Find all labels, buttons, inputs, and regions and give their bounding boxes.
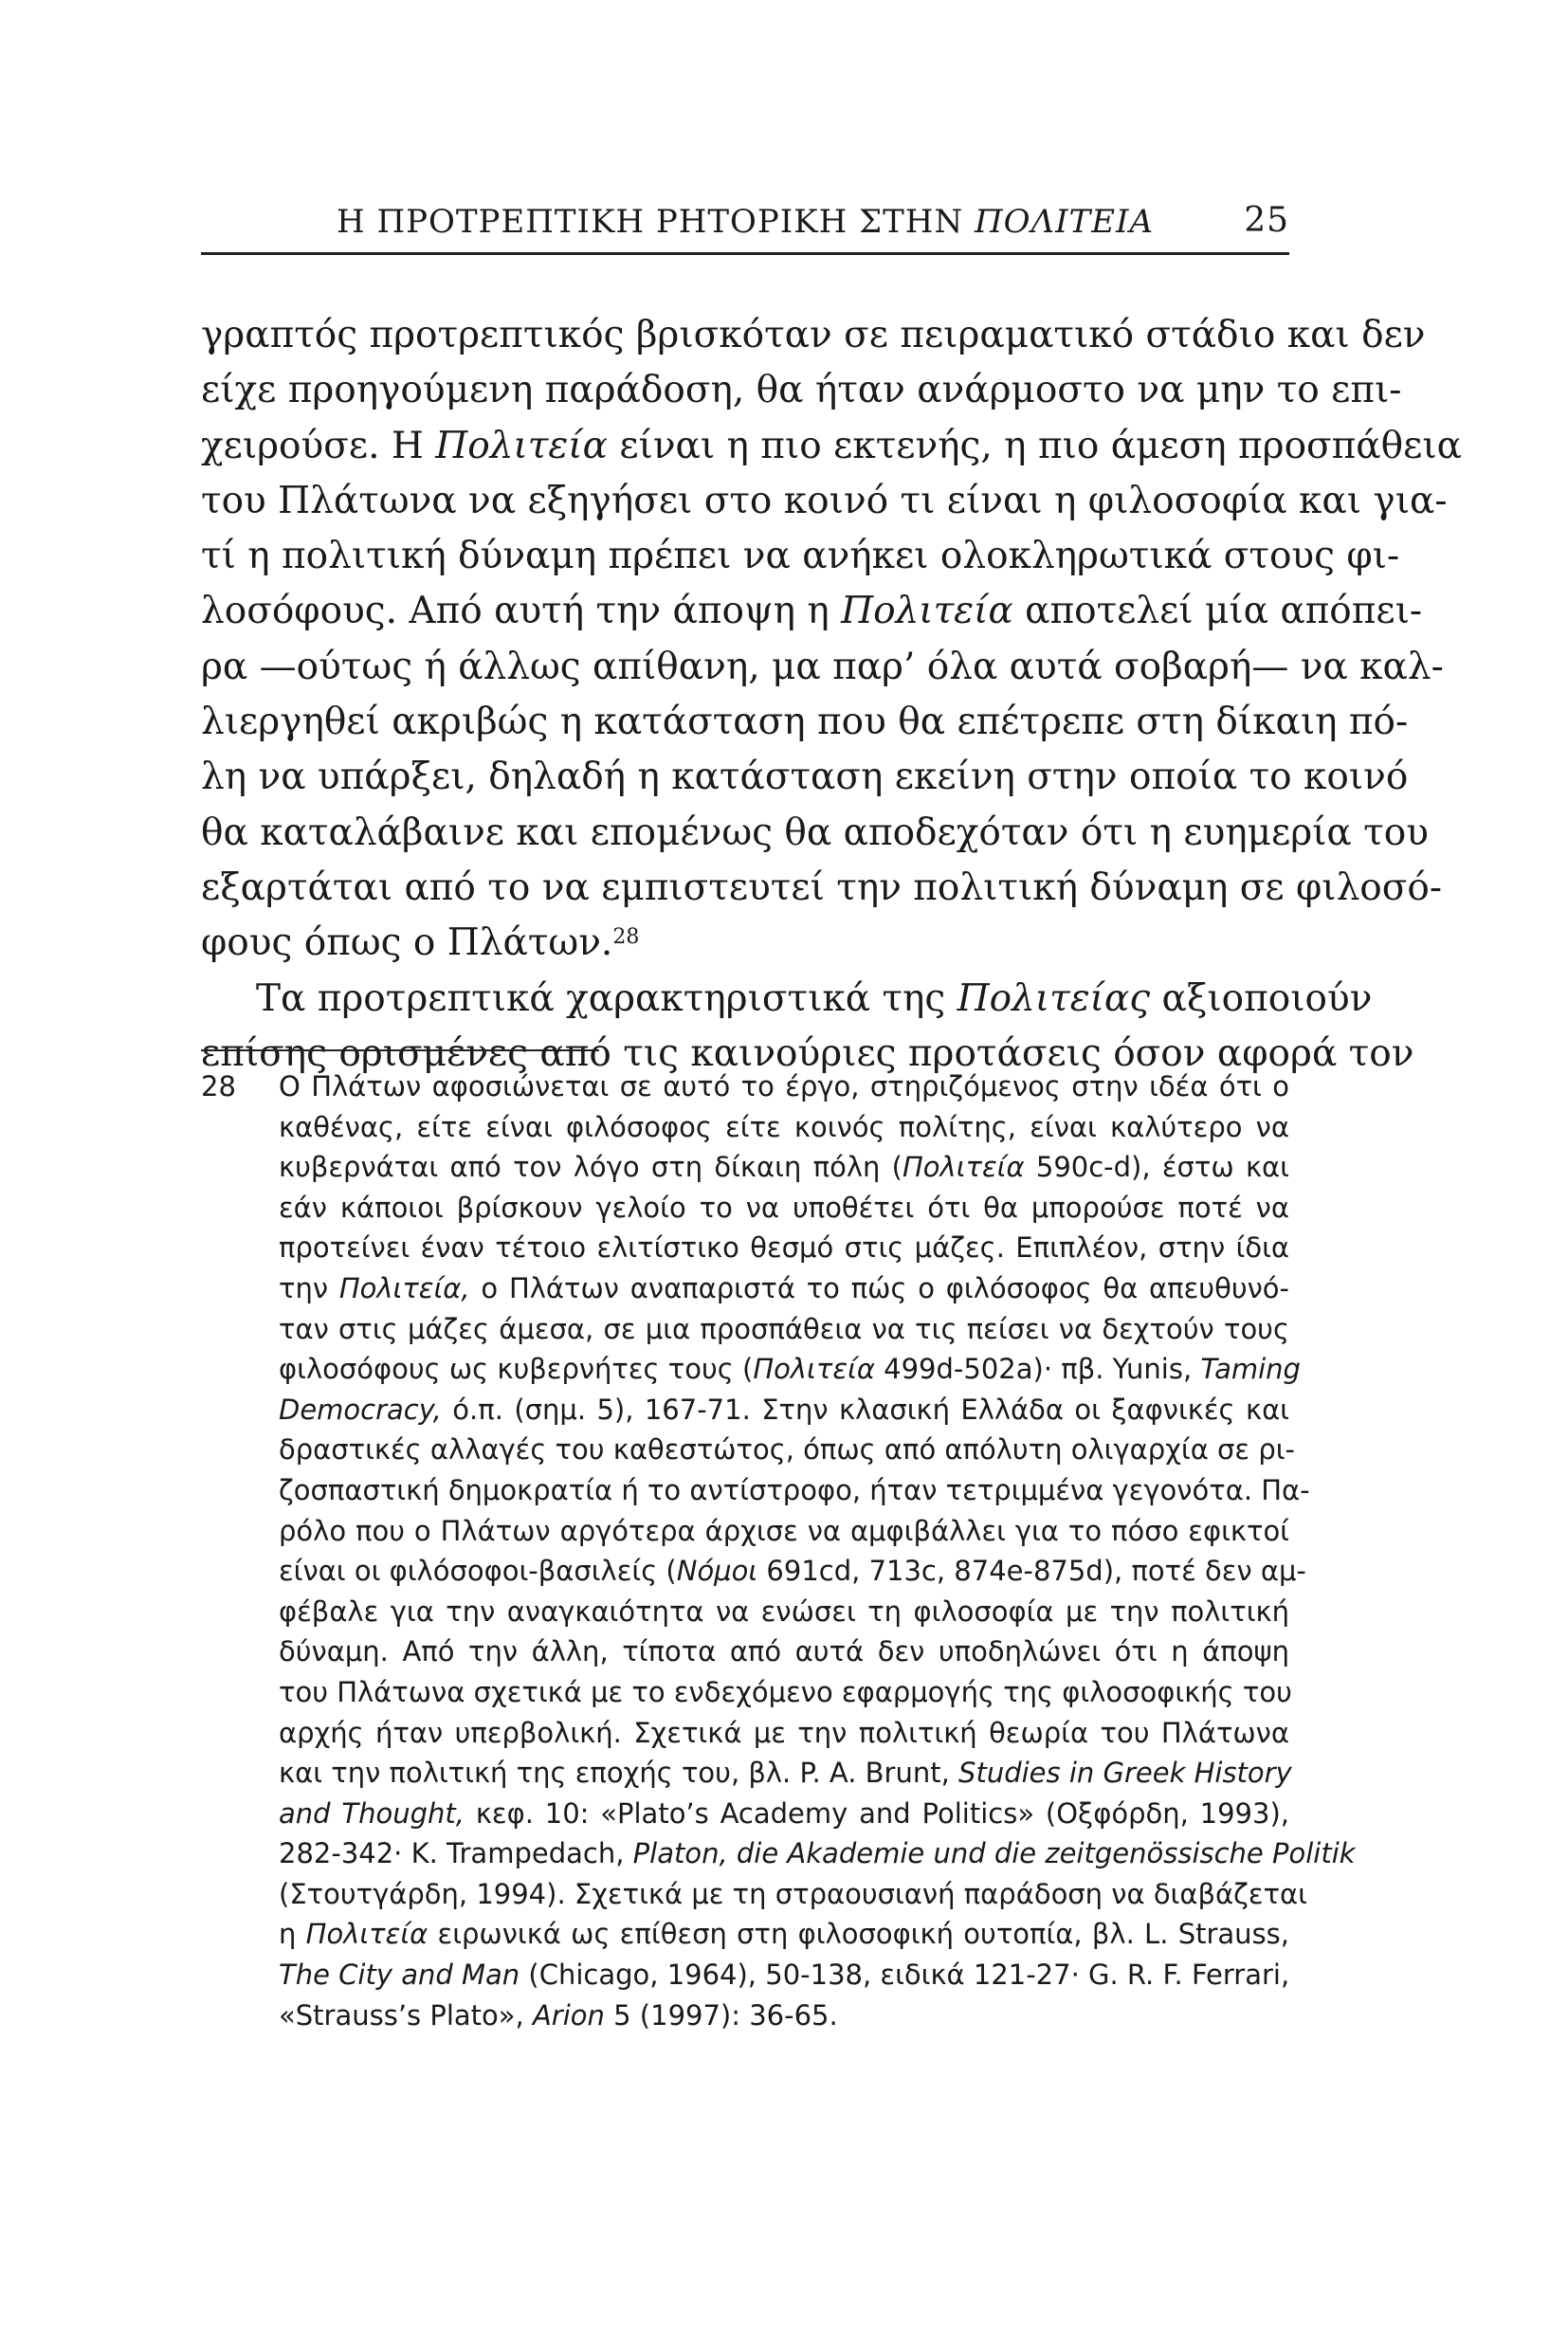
footnote-text <box>279 1066 1356 2035</box>
text-segment: χειρούσε. Η <box>201 424 436 467</box>
italic-title: Platon, die Akademie und die zeitgenössische Politik <box>632 1837 1356 1870</box>
text-line: δύναμη. Από την άλλη, τίποτα από αυτά δεν υποδηλώνει ότι η άποψη <box>279 1635 1289 1668</box>
text-line: λη να υπάρξει, δηλαδή η κατάσταση εκείνη στην οποία το κοινό <box>201 756 1409 799</box>
italic-title: Πολιτεία <box>902 1151 1025 1184</box>
text-line: ταν στις μάζες άμεσα, σε μια προσπάθεια να τις πείσει να δεχτούν τους <box>279 1312 1289 1345</box>
text-line: λιεργηθεί ακριβώς η κατάσταση που θα επέτρεπε στη δίκαιη πό- <box>201 701 1409 744</box>
italic-title: Democracy, <box>279 1393 442 1426</box>
text-line: αρχής ήταν υπερβολική. Σχετικά με την πολιτική θεωρία του Πλάτωνα <box>279 1716 1289 1749</box>
italic-title: Πολιτεία <box>305 1918 428 1951</box>
text-line <box>279 1833 1356 1874</box>
text-line: δραστικές αλλαγές του καθεστώτος, όπως από απόλυτη ολιγαρχία σε ρι- <box>279 1433 1296 1467</box>
text-segment: και την πολιτική της εποχής του, βλ. P. A. Brunt, <box>279 1757 959 1790</box>
italic-title: Πολιτεία <box>841 590 1013 633</box>
text-line: ρα —ούτως ή άλλως απίθανη, μα παρ’ όλα αυτά σοβαρή— να καλ- <box>201 645 1444 688</box>
text-segment: 691cd, 713c, 874e-875d), ποτέ δεν αμ- <box>757 1555 1306 1588</box>
text-line: τί η πολιτική δύναμη πρέπει να ανήκει ολοκληρωτικά στους φι- <box>201 535 1400 578</box>
text-line: ρόλο που ο Πλάτων αργότερα άρχισε να αμφιβάλλει για το πόσο εφικτοί <box>279 1514 1289 1547</box>
text-segment: 499d-502a)· πβ. Yunis, <box>874 1353 1201 1386</box>
italic-title: Πολιτεία <box>753 1353 875 1386</box>
footnote-rule <box>201 1049 599 1051</box>
page-number: 25 <box>1244 201 1289 240</box>
italic-title: The City and Man <box>279 1959 520 1992</box>
text-segment: είναι η πιο εκτενής, η πιο άμεση προσπάθεια <box>607 424 1462 467</box>
text-line: είχε προηγούμενη παράδοση, θα ήταν ανάρμοστο να μην το επι- <box>201 369 1402 412</box>
text-segment: 590c-d), έστω και <box>1024 1151 1289 1184</box>
text-segment: Τα προτρεπτικά χαρακτηριστικά της <box>256 976 957 1020</box>
text-line <box>279 1794 1289 1834</box>
footnote-reference[interactable]: 28 <box>612 925 640 950</box>
text-line: εξαρτάται από το να εμπιστευτεί την πολιτική δύναμη σε φιλοσό- <box>201 866 1443 909</box>
running-header <box>201 199 1289 255</box>
running-head-title: Η ΠΡΟΤΡΕΠΤΙΚΗ ΡΗΤΟΡΙΚΗ ΣΤΗΝ ΠΟΛΙΤΕΙΑ <box>336 203 1155 241</box>
text-line <box>201 972 1373 1027</box>
text-segment: 5 (1997): 36-65. <box>604 1998 838 2032</box>
text-line: φους όπως ο Πλάτων.$^{28}$ <box>201 921 640 965</box>
text-line <box>279 1268 1289 1309</box>
text-segment: λοσόφους. Από αυτή την άποψη η <box>201 590 842 633</box>
text-line <box>279 1914 1289 1955</box>
main-text <box>201 308 1462 1082</box>
text-line: καθένας, είτε είναι φιλόσοφος είτε κοινός πολίτης, είναι καλύτερο να <box>279 1110 1289 1143</box>
text-segment: (Chicago, 1964), 50-138, ειδικά 121-27· G. R. F. Ferrari, <box>520 1959 1290 1992</box>
text-line <box>279 1147 1289 1188</box>
text-segment: η <box>279 1918 306 1951</box>
text-segment: ειρωνικά ως επίθεση στη φιλοσοφική ουτοπία, βλ. L. Strauss, <box>428 1918 1289 1951</box>
text-line: του Πλάτωνα σχετικά με το ενδεχόμενο εφαρμογής της φιλοσοφικής του <box>279 1675 1292 1708</box>
text-line: (Στουτγάρδη, 1994). Σχετικά με τη στραουσιανή παράδοση να διαβάζεται <box>279 1877 1307 1910</box>
text-segment: ο Πλάτων αναπαριστά το πώς ο φιλόσοφος θα απευθυνό- <box>469 1271 1290 1304</box>
italic-title: Πολιτεία, <box>338 1271 470 1304</box>
text-line <box>279 1551 1306 1592</box>
text-line: θα καταλάβαινε και επομένως θα αποδεχόταν ότι η ευημερία του <box>201 811 1429 854</box>
text-line <box>279 1390 1289 1431</box>
text-segment: αποτελεί μία απόπει- <box>1012 590 1423 633</box>
text-segment: κυβερνάται από τον λόγο στη δίκαιη πόλη ( <box>279 1151 903 1184</box>
text-segment: 282-342· K. Trampedach, <box>279 1837 633 1870</box>
italic-title: Taming <box>1200 1353 1301 1386</box>
text-line <box>279 1753 1292 1794</box>
text-line <box>279 1996 1289 2036</box>
text-line <box>279 1349 1301 1390</box>
text-segment: αξιοποιούν <box>1150 976 1373 1020</box>
italic-title: and Thought, <box>279 1796 465 1830</box>
italic-title: Arion <box>532 1998 605 2032</box>
text-line: Ο Πλάτων αφοσιώνεται σε αυτό το έργο, στηριζόμενος στην ιδέα ότι ο <box>279 1070 1289 1103</box>
text-line: προτείνει έναν τέτοιο ελιτίστικο θεσμό στις μάζες. Επιπλέον, στην ίδια <box>279 1231 1289 1265</box>
text-line <box>201 419 1462 474</box>
italic-title: Πολιτεία <box>435 424 608 467</box>
footnote-number: 28 <box>201 1070 236 1103</box>
text-line: του Πλάτωνα να εξηγήσει στο κοινό τι είναι η φιλοσοφία και για- <box>201 479 1448 522</box>
italic-title: Πολιτείας <box>957 976 1151 1020</box>
text-line: επίσης ορισμένες από τις καινούριες προτάσεις όσον αφορά τον <box>201 1031 1414 1075</box>
text-line: ζοσπαστική δημοκρατία ή το αντίστροφο, ήταν τετριμμένα γεγονότα. Πα- <box>279 1473 1310 1506</box>
text-segment: «Strauss’s Plato», <box>279 1998 533 2032</box>
text-line <box>279 1955 1289 1996</box>
text-line: φέβαλε για την αναγκαιότητα να ενώσει τη φιλοσοφία με την πολιτική <box>279 1595 1289 1628</box>
text-line: εάν κάποιοι βρίσκουν γελοίο το να υποθέτει ότι θα μπορούσε ποτέ να <box>279 1191 1289 1224</box>
text-line: γραπτός προτρεπτικός βρισκόταν σε πειραματικό στάδιο και δεν <box>201 314 1426 356</box>
text-segment: την <box>279 1271 339 1304</box>
text-line <box>201 584 1423 639</box>
text-segment: φιλοσόφους ως κυβερνήτες τους ( <box>279 1353 754 1386</box>
italic-title: Studies in Greek History <box>958 1757 1292 1790</box>
text-segment: ό.π. (σημ. 5), 167-71. Στην κλασική Ελλάδα οι ξαφνικές και <box>441 1393 1289 1426</box>
text-segment: κεφ. 10: «Plato’s Academy and Politics» (Οξφόρδη, 1993), <box>464 1796 1289 1830</box>
text-segment: είναι οι φιλόσοφοι-βασιλείς ( <box>279 1555 677 1588</box>
italic-title: Νόμοι <box>676 1555 758 1588</box>
